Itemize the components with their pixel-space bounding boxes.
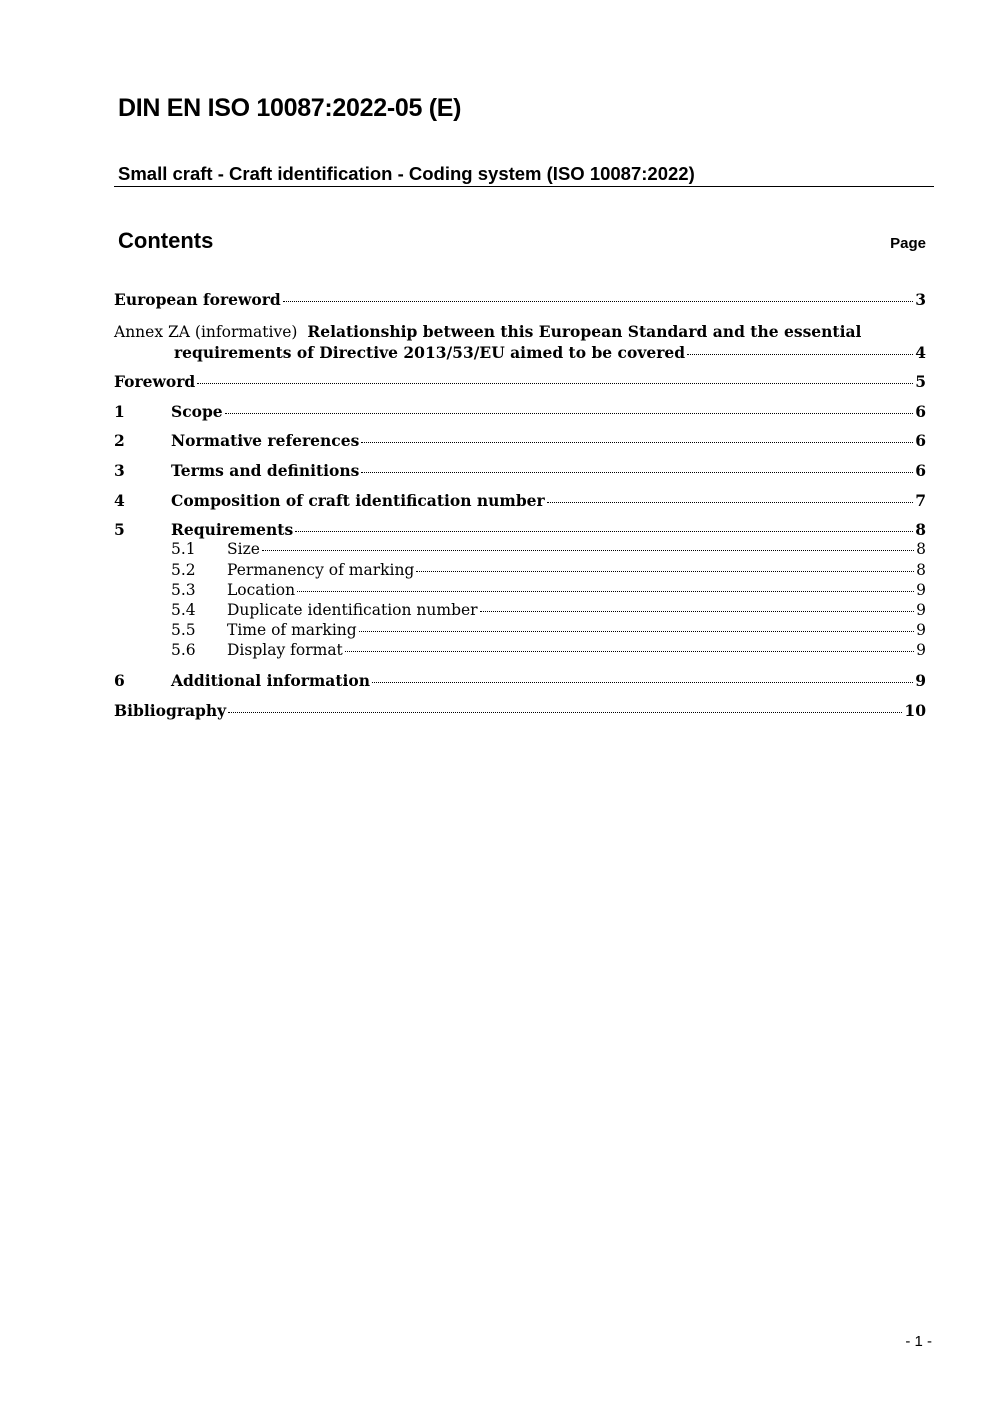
toc-leader: [225, 413, 914, 414]
page-column-label: Page: [890, 235, 926, 252]
annex-za-title-line1: Relationship between this European Standard and the essential: [307, 322, 862, 341]
annex-za-title-line2: requirements of Directive 2013/53/EU aimed to be covered: [174, 343, 686, 362]
toc-page: 6: [915, 461, 926, 480]
page-number: - 1 -: [905, 1333, 932, 1350]
toc-entry-european-foreword[interactable]: [114, 290, 926, 309]
toc-leader: [228, 712, 902, 713]
toc-page: 8: [916, 561, 926, 579]
toc-label: Foreword: [114, 372, 196, 391]
toc-page: 9: [916, 621, 926, 639]
toc-leader: [361, 442, 913, 443]
annex-za-second-line: [174, 343, 926, 362]
toc-page: 6: [915, 431, 926, 450]
toc-label: European foreword: [114, 290, 281, 309]
toc-leader: [361, 472, 913, 473]
toc-number: 1: [114, 402, 125, 421]
toc-page: 6: [915, 402, 926, 421]
toc-number: 4: [114, 491, 125, 510]
toc-number: 5.6: [171, 641, 196, 659]
toc-label: Permanency of marking: [227, 561, 415, 579]
toc-entry-permanency-of-marking[interactable]: [171, 561, 926, 579]
annex-za-prefix: Annex ZA (informative): [114, 323, 298, 341]
toc-number: 5.1: [171, 540, 196, 558]
toc-entry-display-format[interactable]: [171, 641, 926, 659]
toc-leader: [283, 301, 913, 302]
toc-leader: [345, 651, 914, 652]
toc-entry-bibliography[interactable]: [114, 701, 926, 720]
toc-leader: [687, 354, 913, 355]
toc-number: 5.4: [171, 601, 196, 619]
toc-entry-additional-information[interactable]: [114, 671, 926, 690]
toc-page: 8: [915, 520, 926, 539]
toc-entry-duplicate-identification-number[interactable]: [171, 601, 926, 619]
toc-page: 9: [916, 641, 926, 659]
toc-number: 5.2: [171, 561, 196, 579]
toc-label: Requirements: [171, 520, 294, 539]
toc-number: 5.3: [171, 581, 196, 599]
toc-number: 5.5: [171, 621, 196, 639]
toc-leader: [295, 531, 913, 532]
toc-leader: [197, 383, 913, 384]
subtitle-rule: [114, 186, 934, 187]
toc-entry-location[interactable]: [171, 581, 926, 599]
document-title: DIN EN ISO 10087:2022-05 (E): [118, 94, 462, 122]
toc-page: 4: [915, 343, 926, 362]
toc-entry-scope[interactable]: [114, 402, 926, 421]
toc-page: 8: [916, 540, 926, 558]
toc-entry-time-of-marking[interactable]: [171, 621, 926, 639]
toc-leader: [262, 550, 914, 551]
toc-entry-composition[interactable]: [114, 491, 926, 510]
toc-entry-normative-references[interactable]: [114, 431, 926, 450]
toc-label: Normative references: [171, 431, 360, 450]
toc-page: 10: [904, 701, 926, 720]
annex-za-first-line: [114, 322, 861, 341]
contents-heading: Contents: [118, 228, 214, 253]
toc-leader: [547, 502, 914, 503]
toc-label: Composition of craft identification number: [171, 491, 545, 510]
document-subtitle: Small craft - Craft identification - Coding system (ISO 10087:2022): [118, 163, 695, 184]
toc-leader: [416, 571, 914, 572]
toc-label: Location: [227, 581, 296, 599]
toc-label: Bibliography: [114, 701, 227, 720]
toc-number: 2: [114, 431, 125, 450]
toc-label: Terms and definitions: [171, 461, 360, 480]
toc-page: 9: [915, 671, 926, 690]
toc-page: 7: [915, 491, 926, 510]
table-of-contents: [114, 290, 926, 730]
toc-leader: [480, 611, 915, 612]
toc-label: Duplicate identification number: [227, 601, 478, 619]
toc-entry-size[interactable]: [171, 540, 926, 558]
toc-entry-terms-and-definitions[interactable]: [114, 461, 926, 480]
toc-number: 3: [114, 461, 125, 480]
toc-label: Additional information: [171, 671, 371, 690]
toc-label: Display format: [227, 641, 343, 659]
toc-page: 5: [915, 372, 926, 391]
toc-entry-requirements[interactable]: [114, 520, 926, 539]
toc-leader: [372, 682, 913, 683]
toc-label: Size: [227, 540, 260, 558]
toc-page: 3: [915, 290, 926, 309]
toc-page: 9: [916, 601, 926, 619]
toc-label: Time of marking: [227, 621, 357, 639]
toc-number: 5: [114, 520, 125, 539]
toc-page: 9: [916, 581, 926, 599]
toc-entry-annex-za[interactable]: [114, 322, 926, 366]
toc-leader: [359, 631, 914, 632]
toc-label: Scope: [171, 402, 223, 421]
toc-number: 6: [114, 671, 125, 690]
toc-leader: [297, 591, 914, 592]
toc-entry-foreword[interactable]: [114, 372, 926, 391]
